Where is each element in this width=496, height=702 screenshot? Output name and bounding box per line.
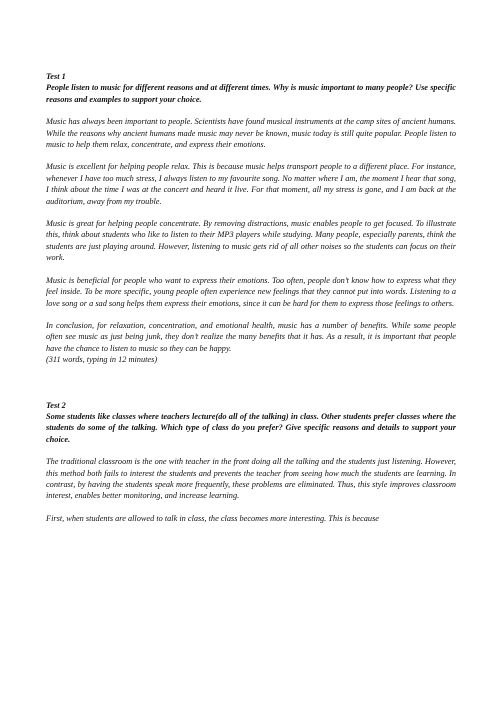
test-2-question: Some students like classes where teachers lecture(do all of the talking) in class. Other students prefer classes where the students do some of the talking. Which type of class do you prefer? Give specific reasons and details to support your choice. <box>46 411 456 444</box>
test-1-paragraph-3: Music is great for helping people concentrate. By removing distractions, music enables people to get focused. To illustrate this, think about students who like to listen to their MP3 players while studying. Many people, especially parents, think the students are just playing around. However, listening to music gets rid of all other noises so the students can focus on their work. <box>46 219 456 263</box>
test-1-question: People listen to music for different reasons and at different times. Why is music important to many people? Use specific reasons and examples to support your choice. <box>46 83 456 104</box>
test-2-paragraph-1: The traditional classroom is the one with teacher in the front doing all the talking and the students just listening. However, this method both fails to interest the students and prevents the teacher from seeing how much the students are learning. In contrast, by having the students speak more frequently, these problems are eliminated. Thus, this style improves classroom interest, enables better monitoring, and increase learning. <box>46 457 456 501</box>
test-2-paragraph-2: First, when students are allowed to talk in class, the class becomes more interesting. This is because <box>46 513 379 523</box>
test-1-paragraph-2: Music is excellent for helping people relax. This is because music helps transport people to a different place. For instance, whenever I have too much stress, I always listen to my favourite song. No matter where I am, the moment I hear that song, I think about the time I was at the concert and heard it live. For that moment, all my stress is gone, and I am back at the auditorium, away from my trouble. <box>46 162 456 206</box>
test-1-section <box>46 71 456 366</box>
test-1-paragraph-1: Music has always been important to people. Scientists have found musical instruments at the camp sites of ancient humans. While the reasons why ancient humans made music may never be known, music today is still quite popular. People listen to music to help them relax, concentrate, and express their emotions. <box>46 117 456 150</box>
test-1-paragraph-5: In conclusion, for relaxation, concentration, and emotional health, music has a number of benefits. While some people often see music as just being junk, they don’t realize the many benefits that it has. As a result, it is important that people have the chance to listen to music so they can be happy. <box>46 320 456 353</box>
test-2-section <box>46 400 456 525</box>
section-divider <box>46 366 456 400</box>
test-1-paragraph-4: Music is beneficial for people who want to express their emotions. Too often, people don’t know how to express what they feel inside. To be more specific, young people often experience new feelings that they cannot put into words. Listening to a love song or a sad song helps them express their emotions, since it can be hard for them to express those feelings to others. <box>46 275 456 308</box>
test-1-label: Test 1 <box>46 72 66 81</box>
test-1-word-count-note: (311 words, typing in 12 minutes) <box>46 355 158 365</box>
test-2-label: Test 2 <box>46 400 66 410</box>
